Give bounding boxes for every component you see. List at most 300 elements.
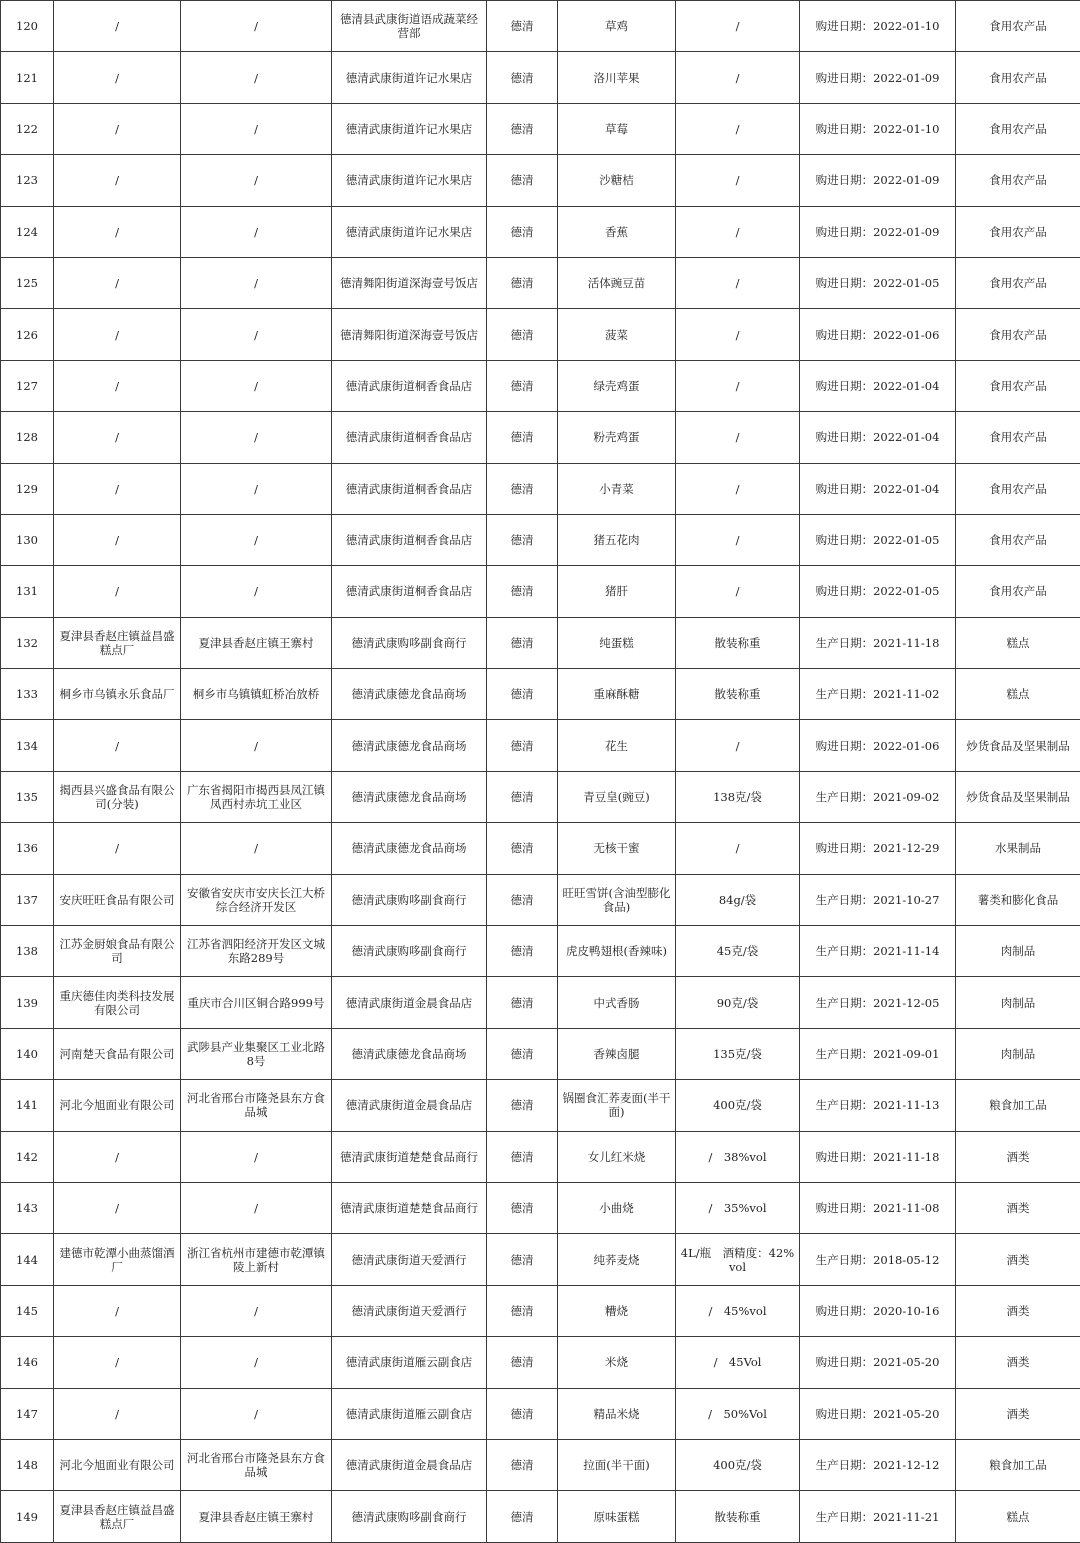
cell-food-category: 薯类和膨化食品 xyxy=(956,874,1080,925)
cell-sampled-region: 德清 xyxy=(487,1388,558,1439)
cell-row-number: 135 xyxy=(1,771,54,822)
table-row xyxy=(1,617,1080,668)
cell-manufacturer-address: / xyxy=(181,155,332,206)
cell-sampled-region: 德清 xyxy=(487,1080,558,1131)
cell-manufacturer-name: 桐乡市乌镇永乐食品厂 xyxy=(54,669,181,720)
table-row xyxy=(1,155,1080,206)
cell-manufacturer-name: 河南楚天食品有限公司 xyxy=(54,1028,181,1079)
cell-manufacturer-address: / xyxy=(181,720,332,771)
cell-manufacturer-name: / xyxy=(54,1131,181,1182)
cell-row-number: 129 xyxy=(1,463,54,514)
cell-row-number: 140 xyxy=(1,1028,54,1079)
cell-specification: 400克/袋 xyxy=(676,1439,800,1490)
cell-manufacturer-name: / xyxy=(54,1,181,52)
cell-food-category: 食用农产品 xyxy=(956,1,1080,52)
table-row xyxy=(1,1182,1080,1233)
cell-manufacturer-name: 重庆德佳肉类科技发展有限公司 xyxy=(54,977,181,1028)
cell-manufacturer-name: / xyxy=(54,1285,181,1336)
cell-manufacturer-address: / xyxy=(181,1388,332,1439)
cell-manufacturer-name: / xyxy=(54,257,181,308)
cell-manufacturer-name: 夏津县香赵庄镇益昌盛糕点厂 xyxy=(54,617,181,668)
cell-production-date: 生产日期：2021-11-14 xyxy=(800,926,956,977)
cell-production-date: 购进日期：2020-10-16 xyxy=(800,1285,956,1336)
cell-manufacturer-address: / xyxy=(181,823,332,874)
cell-sampled-unit: 德清武康购哆副食商行 xyxy=(332,617,487,668)
table-row xyxy=(1,1439,1080,1490)
cell-manufacturer-name: / xyxy=(54,52,181,103)
cell-product-name: 米烧 xyxy=(558,1337,676,1388)
cell-food-category: 食用农产品 xyxy=(956,514,1080,565)
cell-sampled-unit: 德清武康德龙食品商场 xyxy=(332,720,487,771)
cell-food-category: 食用农产品 xyxy=(956,103,1080,154)
cell-manufacturer-address: 夏津县香赵庄镇王寨村 xyxy=(181,617,332,668)
cell-manufacturer-address: / xyxy=(181,1337,332,1388)
cell-product-name: 糟烧 xyxy=(558,1285,676,1336)
cell-sampled-region: 德清 xyxy=(487,514,558,565)
cell-manufacturer-name: 江苏金厨娘食品有限公司 xyxy=(54,926,181,977)
cell-sampled-region: 德清 xyxy=(487,617,558,668)
cell-sampled-unit: 德清武康街道楚楚食品商行 xyxy=(332,1131,487,1182)
cell-sampled-unit: 德清武康街道桐香食品店 xyxy=(332,463,487,514)
cell-specification: / xyxy=(676,566,800,617)
table-row xyxy=(1,206,1080,257)
cell-sampled-region: 德清 xyxy=(487,360,558,411)
table-row xyxy=(1,720,1080,771)
cell-production-date: 生产日期：2021-11-13 xyxy=(800,1080,956,1131)
cell-row-number: 134 xyxy=(1,720,54,771)
cell-specification: / xyxy=(676,257,800,308)
cell-sampled-region: 德清 xyxy=(487,1439,558,1490)
table-row xyxy=(1,257,1080,308)
cell-row-number: 142 xyxy=(1,1131,54,1182)
cell-food-category: 酒类 xyxy=(956,1182,1080,1233)
cell-production-date: 购进日期：2022-01-05 xyxy=(800,514,956,565)
cell-food-category: 肉制品 xyxy=(956,1028,1080,1079)
cell-specification: / xyxy=(676,155,800,206)
cell-sampled-region: 德清 xyxy=(487,155,558,206)
cell-production-date: 生产日期：2021-11-18 xyxy=(800,617,956,668)
cell-manufacturer-name: / xyxy=(54,514,181,565)
cell-row-number: 141 xyxy=(1,1080,54,1131)
cell-food-category: 食用农产品 xyxy=(956,412,1080,463)
cell-product-name: 原味蛋糕 xyxy=(558,1491,676,1542)
cell-sampled-unit: 德清武康街道桐香食品店 xyxy=(332,566,487,617)
table-row xyxy=(1,823,1080,874)
cell-sampled-unit: 德清武康街道雁云副食店 xyxy=(332,1337,487,1388)
cell-sampled-unit: 德清武康街道桐香食品店 xyxy=(332,412,487,463)
cell-product-name: 沙糖桔 xyxy=(558,155,676,206)
table-row xyxy=(1,977,1080,1028)
cell-sampled-region: 德清 xyxy=(487,720,558,771)
cell-row-number: 147 xyxy=(1,1388,54,1439)
cell-row-number: 130 xyxy=(1,514,54,565)
cell-food-category: 肉制品 xyxy=(956,977,1080,1028)
table-row xyxy=(1,771,1080,822)
cell-sampled-unit: 德清武康街道许记水果店 xyxy=(332,155,487,206)
cell-row-number: 144 xyxy=(1,1234,54,1285)
cell-manufacturer-name: / xyxy=(54,155,181,206)
cell-manufacturer-name: / xyxy=(54,1182,181,1233)
cell-sampled-region: 德清 xyxy=(487,1285,558,1336)
cell-manufacturer-address: 河北省邢台市隆尧县东方食品城 xyxy=(181,1439,332,1490)
table-row xyxy=(1,103,1080,154)
cell-food-category: 肉制品 xyxy=(956,926,1080,977)
table-row xyxy=(1,874,1080,925)
cell-row-number: 143 xyxy=(1,1182,54,1233)
cell-product-name: 旺旺雪饼(含油型膨化食品) xyxy=(558,874,676,925)
cell-food-category: 炒货食品及坚果制品 xyxy=(956,720,1080,771)
cell-product-name: 重麻酥糖 xyxy=(558,669,676,720)
cell-sampled-region: 德清 xyxy=(487,566,558,617)
table-row xyxy=(1,309,1080,360)
cell-food-category: 食用农产品 xyxy=(956,463,1080,514)
cell-row-number: 120 xyxy=(1,1,54,52)
cell-food-category: 糕点 xyxy=(956,617,1080,668)
cell-row-number: 126 xyxy=(1,309,54,360)
cell-manufacturer-name: 安庆旺旺食品有限公司 xyxy=(54,874,181,925)
table-row xyxy=(1,566,1080,617)
table-row xyxy=(1,1028,1080,1079)
cell-product-name: 草莓 xyxy=(558,103,676,154)
cell-product-name: 粉壳鸡蛋 xyxy=(558,412,676,463)
cell-manufacturer-address: / xyxy=(181,463,332,514)
cell-product-name: 绿壳鸡蛋 xyxy=(558,360,676,411)
cell-sampled-unit: 德清武康德龙食品商场 xyxy=(332,771,487,822)
cell-food-category: 酒类 xyxy=(956,1234,1080,1285)
cell-manufacturer-name: / xyxy=(54,823,181,874)
cell-sampled-region: 德清 xyxy=(487,874,558,925)
cell-food-category: 酒类 xyxy=(956,1285,1080,1336)
cell-food-category: 粮食加工品 xyxy=(956,1439,1080,1490)
cell-manufacturer-address: / xyxy=(181,206,332,257)
cell-manufacturer-name: / xyxy=(54,412,181,463)
cell-production-date: 生产日期：2021-12-05 xyxy=(800,977,956,1028)
table-row xyxy=(1,412,1080,463)
table-row xyxy=(1,926,1080,977)
cell-manufacturer-name: 建德市乾潭小曲蒸馏酒厂 xyxy=(54,1234,181,1285)
cell-row-number: 127 xyxy=(1,360,54,411)
cell-food-category: 食用农产品 xyxy=(956,360,1080,411)
cell-row-number: 132 xyxy=(1,617,54,668)
cell-manufacturer-address: / xyxy=(181,360,332,411)
cell-product-name: 小曲烧 xyxy=(558,1182,676,1233)
cell-production-date: 购进日期：2021-05-20 xyxy=(800,1337,956,1388)
cell-food-category: 糕点 xyxy=(956,1491,1080,1542)
cell-specification: / xyxy=(676,360,800,411)
cell-sampled-region: 德清 xyxy=(487,1234,558,1285)
cell-row-number: 137 xyxy=(1,874,54,925)
cell-food-category: 粮食加工品 xyxy=(956,1080,1080,1131)
cell-sampled-unit: 德清武康德龙食品商场 xyxy=(332,1028,487,1079)
cell-product-name: 精品米烧 xyxy=(558,1388,676,1439)
cell-specification: 散装称重 xyxy=(676,617,800,668)
cell-manufacturer-name: / xyxy=(54,360,181,411)
cell-manufacturer-address: 重庆市合川区铜合路999号 xyxy=(181,977,332,1028)
cell-specification: 4L/瓶 酒精度：42%vol xyxy=(676,1234,800,1285)
cell-production-date: 购进日期：2021-11-08 xyxy=(800,1182,956,1233)
table-row xyxy=(1,1388,1080,1439)
cell-manufacturer-address: 河北省邢台市隆尧县东方食品城 xyxy=(181,1080,332,1131)
cell-manufacturer-name: 夏津县香赵庄镇益昌盛糕点厂 xyxy=(54,1491,181,1542)
cell-sampled-unit: 德清武康街道金晨食品店 xyxy=(332,1439,487,1490)
cell-manufacturer-name: / xyxy=(54,1337,181,1388)
cell-sampled-unit: 德清武康购哆副食商行 xyxy=(332,874,487,925)
cell-sampled-region: 德清 xyxy=(487,771,558,822)
cell-manufacturer-name: 河北今旭面业有限公司 xyxy=(54,1080,181,1131)
cell-sampled-unit: 德清武康街道金晨食品店 xyxy=(332,977,487,1028)
cell-food-category: 食用农产品 xyxy=(956,155,1080,206)
cell-manufacturer-address: / xyxy=(181,103,332,154)
cell-production-date: 生产日期：2021-09-02 xyxy=(800,771,956,822)
cell-manufacturer-address: 江苏省泗阳经济开发区文城东路289号 xyxy=(181,926,332,977)
cell-specification: / xyxy=(676,52,800,103)
cell-specification: / xyxy=(676,720,800,771)
cell-manufacturer-address: / xyxy=(181,1285,332,1336)
cell-sampled-region: 德清 xyxy=(487,669,558,720)
cell-sampled-region: 德清 xyxy=(487,103,558,154)
cell-row-number: 121 xyxy=(1,52,54,103)
cell-manufacturer-address: / xyxy=(181,1131,332,1182)
cell-production-date: 生产日期：2018-05-12 xyxy=(800,1234,956,1285)
table-row xyxy=(1,1131,1080,1182)
cell-product-name: 女儿红米烧 xyxy=(558,1131,676,1182)
cell-food-category: 糕点 xyxy=(956,669,1080,720)
cell-sampled-unit: 德清武康街道许记水果店 xyxy=(332,206,487,257)
cell-specification: / xyxy=(676,823,800,874)
cell-production-date: 购进日期：2022-01-10 xyxy=(800,1,956,52)
cell-manufacturer-name: / xyxy=(54,309,181,360)
cell-row-number: 139 xyxy=(1,977,54,1028)
cell-sampled-region: 德清 xyxy=(487,52,558,103)
cell-specification: 135克/袋 xyxy=(676,1028,800,1079)
cell-product-name: 纯蛋糕 xyxy=(558,617,676,668)
cell-sampled-unit: 德清武康街道许记水果店 xyxy=(332,103,487,154)
cell-product-name: 草鸡 xyxy=(558,1,676,52)
cell-specification: / 45Vol xyxy=(676,1337,800,1388)
cell-sampled-region: 德清 xyxy=(487,823,558,874)
cell-sampled-unit: 德清武康街道楚楚食品商行 xyxy=(332,1182,487,1233)
cell-production-date: 生产日期：2021-11-21 xyxy=(800,1491,956,1542)
cell-sampled-region: 德清 xyxy=(487,412,558,463)
cell-sampled-unit: 德清舞阳街道深海壹号饭店 xyxy=(332,309,487,360)
cell-production-date: 购进日期：2022-01-06 xyxy=(800,720,956,771)
cell-specification: / 45%vol xyxy=(676,1285,800,1336)
cell-row-number: 122 xyxy=(1,103,54,154)
cell-production-date: 购进日期：2022-01-05 xyxy=(800,566,956,617)
table-row xyxy=(1,1,1080,52)
cell-specification: / xyxy=(676,309,800,360)
cell-sampled-unit: 德清舞阳街道深海壹号饭店 xyxy=(332,257,487,308)
cell-specification: / xyxy=(676,514,800,565)
cell-sampled-unit: 德清武康德龙食品商场 xyxy=(332,823,487,874)
cell-row-number: 125 xyxy=(1,257,54,308)
cell-manufacturer-address: / xyxy=(181,566,332,617)
cell-food-category: 食用农产品 xyxy=(956,309,1080,360)
table-row xyxy=(1,463,1080,514)
cell-product-name: 花生 xyxy=(558,720,676,771)
cell-row-number: 138 xyxy=(1,926,54,977)
cell-manufacturer-name: / xyxy=(54,206,181,257)
cell-row-number: 123 xyxy=(1,155,54,206)
cell-manufacturer-address: / xyxy=(181,1,332,52)
cell-product-name: 青豆皇(豌豆) xyxy=(558,771,676,822)
cell-manufacturer-name: / xyxy=(54,103,181,154)
table-row xyxy=(1,1285,1080,1336)
cell-sampled-unit: 德清武康街道桐香食品店 xyxy=(332,360,487,411)
cell-production-date: 购进日期：2022-01-09 xyxy=(800,155,956,206)
cell-specification: / xyxy=(676,463,800,514)
cell-product-name: 猪五花肉 xyxy=(558,514,676,565)
cell-product-name: 活体豌豆苗 xyxy=(558,257,676,308)
cell-product-name: 小青菜 xyxy=(558,463,676,514)
cell-food-category: 酒类 xyxy=(956,1388,1080,1439)
cell-food-category: 酒类 xyxy=(956,1337,1080,1388)
cell-specification: / xyxy=(676,1,800,52)
cell-food-category: 炒货食品及坚果制品 xyxy=(956,771,1080,822)
cell-production-date: 购进日期：2022-01-10 xyxy=(800,103,956,154)
cell-row-number: 149 xyxy=(1,1491,54,1542)
cell-product-name: 拉面(半干面) xyxy=(558,1439,676,1490)
table-row xyxy=(1,669,1080,720)
cell-row-number: 131 xyxy=(1,566,54,617)
cell-production-date: 购进日期：2022-01-05 xyxy=(800,257,956,308)
cell-product-name: 洛川苹果 xyxy=(558,52,676,103)
cell-manufacturer-address: / xyxy=(181,309,332,360)
cell-production-date: 购进日期：2022-01-04 xyxy=(800,360,956,411)
cell-food-category: 酒类 xyxy=(956,1131,1080,1182)
cell-manufacturer-address: 安徽省安庆市安庆长江大桥综合经济开发区 xyxy=(181,874,332,925)
cell-row-number: 148 xyxy=(1,1439,54,1490)
cell-food-category: 食用农产品 xyxy=(956,566,1080,617)
cell-specification: / xyxy=(676,206,800,257)
cell-production-date: 购进日期：2022-01-09 xyxy=(800,206,956,257)
cell-sampled-region: 德清 xyxy=(487,1491,558,1542)
table-body xyxy=(1,1,1080,1543)
cell-manufacturer-address: 夏津县香赵庄镇王寨村 xyxy=(181,1491,332,1542)
cell-product-name: 香蕉 xyxy=(558,206,676,257)
cell-production-date: 生产日期：2021-11-02 xyxy=(800,669,956,720)
cell-specification: 138克/袋 xyxy=(676,771,800,822)
cell-sampled-unit: 德清武康街道许记水果店 xyxy=(332,52,487,103)
cell-row-number: 124 xyxy=(1,206,54,257)
cell-row-number: 133 xyxy=(1,669,54,720)
cell-production-date: 购进日期：2022-01-04 xyxy=(800,412,956,463)
cell-production-date: 购进日期：2022-01-04 xyxy=(800,463,956,514)
cell-product-name: 菠菜 xyxy=(558,309,676,360)
cell-manufacturer-address: / xyxy=(181,412,332,463)
cell-sampled-unit: 德清武康购哆副食商行 xyxy=(332,1491,487,1542)
cell-manufacturer-address: 桐乡市乌镇镇虹桥冶放桥 xyxy=(181,669,332,720)
table-row xyxy=(1,1234,1080,1285)
cell-product-name: 锅圈食汇荞麦面(半干面) xyxy=(558,1080,676,1131)
cell-product-name: 无核干蜜 xyxy=(558,823,676,874)
cell-row-number: 146 xyxy=(1,1337,54,1388)
cell-specification: 90克/袋 xyxy=(676,977,800,1028)
cell-specification: / xyxy=(676,412,800,463)
cell-manufacturer-name: / xyxy=(54,463,181,514)
cell-sampled-region: 德清 xyxy=(487,1028,558,1079)
cell-sampled-region: 德清 xyxy=(487,206,558,257)
cell-sampled-region: 德清 xyxy=(487,1,558,52)
cell-sampled-unit: 德清武康街道雁云副食店 xyxy=(332,1388,487,1439)
cell-sampled-unit: 德清武康购哆副食商行 xyxy=(332,926,487,977)
cell-sampled-unit: 德清县武康街道语成蔬菜经营部 xyxy=(332,1,487,52)
cell-manufacturer-name: / xyxy=(54,1388,181,1439)
cell-sampled-unit: 德清武康街道天爱酒行 xyxy=(332,1234,487,1285)
cell-sampled-unit: 德清武康街道桐香食品店 xyxy=(332,514,487,565)
cell-specification: / xyxy=(676,103,800,154)
cell-specification: 45克/袋 xyxy=(676,926,800,977)
cell-sampled-region: 德清 xyxy=(487,977,558,1028)
cell-product-name: 猪肝 xyxy=(558,566,676,617)
cell-specification: 散装称重 xyxy=(676,669,800,720)
cell-row-number: 128 xyxy=(1,412,54,463)
cell-production-date: 购进日期：2021-11-18 xyxy=(800,1131,956,1182)
cell-product-name: 纯荞麦烧 xyxy=(558,1234,676,1285)
cell-product-name: 虎皮鸭翅根(香辣味) xyxy=(558,926,676,977)
cell-sampled-unit: 德清武康街道天爱酒行 xyxy=(332,1285,487,1336)
table-row xyxy=(1,360,1080,411)
cell-product-name: 香辣卤腿 xyxy=(558,1028,676,1079)
cell-food-category: 食用农产品 xyxy=(956,52,1080,103)
cell-sampled-region: 德清 xyxy=(487,257,558,308)
cell-product-name: 中式香肠 xyxy=(558,977,676,1028)
cell-production-date: 购进日期：2021-05-20 xyxy=(800,1388,956,1439)
cell-manufacturer-name: / xyxy=(54,566,181,617)
table-row xyxy=(1,514,1080,565)
cell-sampled-region: 德清 xyxy=(487,1182,558,1233)
cell-sampled-region: 德清 xyxy=(487,1131,558,1182)
cell-sampled-region: 德清 xyxy=(487,309,558,360)
cell-specification: 散装称重 xyxy=(676,1491,800,1542)
cell-sampled-region: 德清 xyxy=(487,926,558,977)
cell-sampled-region: 德清 xyxy=(487,1337,558,1388)
cell-manufacturer-address: 广东省揭阳市揭西县凤江镇凤西村赤坑工业区 xyxy=(181,771,332,822)
cell-manufacturer-address: / xyxy=(181,257,332,308)
cell-food-category: 食用农产品 xyxy=(956,206,1080,257)
cell-specification: / 50%Vol xyxy=(676,1388,800,1439)
cell-manufacturer-address: / xyxy=(181,1182,332,1233)
cell-sampled-unit: 德清武康德龙食品商场 xyxy=(332,669,487,720)
cell-manufacturer-address: 武陟县产业集聚区工业北路8号 xyxy=(181,1028,332,1079)
cell-production-date: 购进日期：2022-01-09 xyxy=(800,52,956,103)
cell-manufacturer-name: / xyxy=(54,720,181,771)
cell-food-category: 食用农产品 xyxy=(956,257,1080,308)
cell-production-date: 购进日期：2022-01-06 xyxy=(800,309,956,360)
cell-sampled-unit: 德清武康街道金晨食品店 xyxy=(332,1080,487,1131)
cell-production-date: 生产日期：2021-12-12 xyxy=(800,1439,956,1490)
cell-specification: 84g/袋 xyxy=(676,874,800,925)
cell-row-number: 136 xyxy=(1,823,54,874)
cell-production-date: 购进日期：2021-12-29 xyxy=(800,823,956,874)
cell-production-date: 生产日期：2021-10-27 xyxy=(800,874,956,925)
cell-manufacturer-address: 浙江省杭州市建德市乾潭镇陵上新村 xyxy=(181,1234,332,1285)
cell-specification: / 38%vol xyxy=(676,1131,800,1182)
cell-production-date: 生产日期：2021-09-01 xyxy=(800,1028,956,1079)
table-row xyxy=(1,1080,1080,1131)
table-row xyxy=(1,52,1080,103)
cell-specification: 400克/袋 xyxy=(676,1080,800,1131)
cell-food-category: 水果制品 xyxy=(956,823,1080,874)
cell-sampled-region: 德清 xyxy=(487,463,558,514)
table-row xyxy=(1,1491,1080,1542)
cell-manufacturer-address: / xyxy=(181,514,332,565)
cell-manufacturer-address: / xyxy=(181,52,332,103)
cell-specification: / 35%vol xyxy=(676,1182,800,1233)
table-row xyxy=(1,1337,1080,1388)
cell-manufacturer-name: 揭西县兴盛食品有限公司(分装) xyxy=(54,771,181,822)
cell-manufacturer-name: 河北今旭面业有限公司 xyxy=(54,1439,181,1490)
